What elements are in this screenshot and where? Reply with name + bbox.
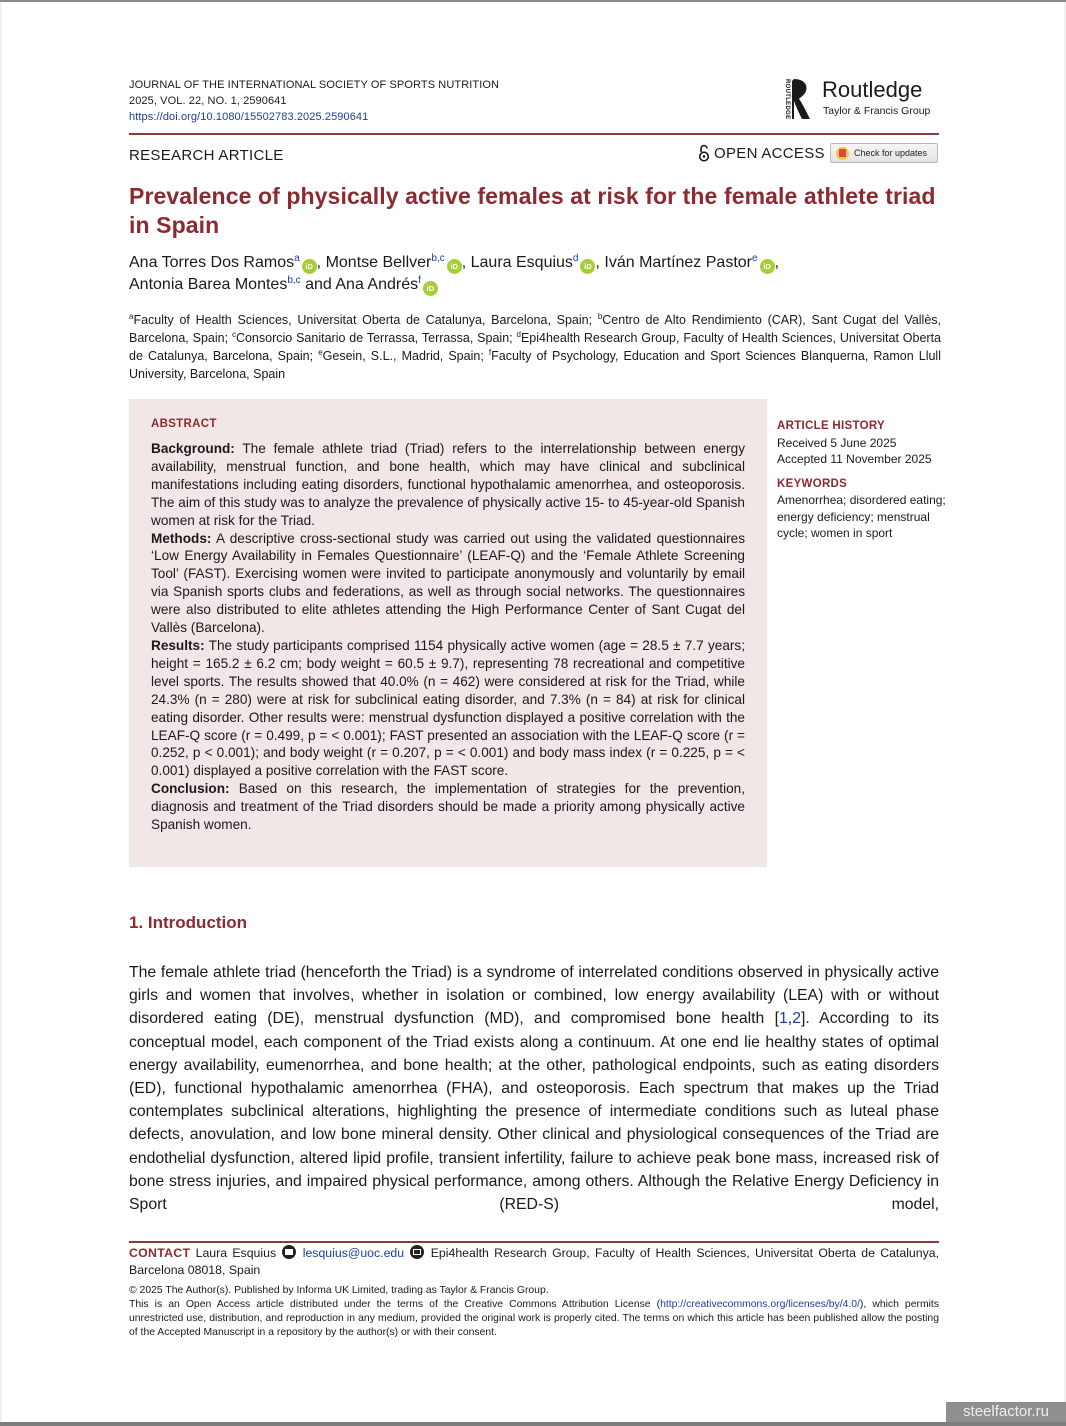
section-heading-introduction: 1. Introduction: [129, 913, 248, 932]
received-date: Received 5 June 2025: [777, 435, 897, 450]
publisher-mark-text: ROUTLEDGE: [784, 79, 790, 120]
article-title: Prevalence of physically active females at risk for the female athlete triad in Spain: [129, 183, 936, 238]
open-access-label: OPEN ACCESS: [714, 144, 825, 162]
article-history-heading: ARTICLE HISTORY: [777, 420, 886, 432]
abstract-conclusion: Conclusion: Based on this research, the implementation of strategies for the prevention, diagnosis and treatment of the Triad disorders should be made a priority among physically active Spanish women.: [151, 781, 745, 833]
contact-info: [129, 1245, 939, 1278]
affiliations: $^a$Faculty of Health Sciences, Universitat Oberta de Catalunya, Barcelona, Spain; $^b$Centro de Alto Rendimiento (CAR), Sant Cugat del Vallès, Barcelona, Spain; $^c$Consorcio Sanitario de Terrassa, Terrassa, Spain; $^d$Epi4health Research Group, Faculty of Health Sciences, Universitat Oberta de Catalunya, Barcelona, Spain; $^e$Gesein, S.L., Madrid, Spain; $^f$Faculty of Psychology, Education and Sport Sciences Blanquerna, Ramon Llull University, Barcelona, Spain: [129, 312, 942, 381]
orcid-icon[interactable]: iD: [760, 259, 775, 274]
abstract-results: Results: The study participants comprised 1154 physically active women (age = 28.5 ± 7.7 years; height = 165.2 ± 6.2 cm; body weight = 60.5 ± 9.7), representing 78 recreational and competitive level sports. The results showed that 40.0% (n = 462) were considered at risk for the Triad, while 24.3% (n = 280) were at risk for subclinical eating disorder, and 7.3% (n = 84) at risk for clinical eating disorder. Other results were: menstrual dysfunction displayed a positive correlation with the LEAF-Q score (r = 0.499, p = < 0.001); FAST presented an association with the LEAF-Q score (r = 0.252, p < 0.001); and body weight (r = 0.207, p = < 0.001) and body mass index (r = 0.225, p = < 0.001) displayed a positive correlation with the FAST score.: [151, 637, 745, 779]
abstract-text: [151, 440, 745, 834]
license-text: This is an Open Access article distributed under the terms of the Creative Commons Attribution License (http://creativecommons.org/licenses/by/4.0/), which permits unrestricted use, distribution, and reproduction in any medium, provided the original work is properly cited. The terms on which this article has been published allow the posting of the Accepted Manuscript in a repository by the author(s) or with their consent.: [129, 1299, 939, 1338]
address-icon: [410, 1245, 424, 1259]
author[interactable]: Antonia Barea Montes$^{b,c}$: [129, 275, 301, 293]
publisher-group: Taylor & Francis Group: [823, 105, 931, 117]
article-history: [777, 418, 947, 468]
journal-info: [129, 77, 499, 125]
author[interactable]: Ana Torres Dos Ramos$^a$: [129, 253, 300, 271]
author[interactable]: Montse Bellver$^{b,c}$: [325, 253, 445, 271]
introduction-paragraph: The female athlete triad (henceforth the Triad) is a syndrome of interrelated conditions observed in physically active girls and women that involves, whether in isolation or combined, low energy availability (LEA) with or without disordered eating (DE), menstrual dysfunction (MD), and compromised bone health [1,2]. According to its conceptual model, each component of the Triad exists along a continuum. At one end lie healthy states of optimal energy availability, eumenorrhea, and bone health; at the other, pathological endpoints, such as eating disorders (ED), functional hypothalamic amenorrhea (FHA), and osteoporosis. Each spectrum that makes up the Triad contemplates subclinical alterations, highlighting the presence of intermediate conditions such as luteal phase defects, anovulation, and low bone mineral density. Other clinical and physiological consequences of the Triad are endothelial dysfunction, altered lipid profile, transient infertility, failure to achieve peak bone mass, increased risk of bone stress injuries, and impaired physical performance, among others. Although the Relative Energy Deficiency in Sport (RED-S) model,: [129, 964, 939, 1214]
abstract-heading: ABSTRACT: [151, 418, 217, 430]
orcid-icon[interactable]: iD: [580, 259, 595, 274]
author[interactable]: Ana Andrés$^f$: [335, 275, 421, 293]
check-for-updates-button[interactable]: [830, 143, 938, 163]
legal-notice: [129, 1284, 939, 1340]
crossmark-icon: [836, 147, 849, 160]
publisher-name: Routledge: [822, 77, 923, 102]
author[interactable]: Iván Martínez Pastor$^e$: [604, 253, 758, 271]
keywords: [777, 476, 947, 542]
reference-link[interactable]: 1: [779, 1010, 788, 1028]
check-updates-label: Check for updates: [854, 148, 928, 158]
orcid-icon[interactable]: iD: [302, 259, 317, 274]
open-access-lock-icon: [698, 144, 710, 162]
email-icon: [282, 1245, 296, 1259]
publisher-logo[interactable]: [782, 77, 942, 123]
contact-name: Laura Esquius: [190, 1246, 282, 1260]
orcid-icon[interactable]: iD: [447, 259, 462, 274]
keywords-heading: KEYWORDS: [777, 477, 848, 490]
accepted-date: Accepted 11 November 2025: [777, 452, 932, 466]
author-list: Ana Torres Dos Ramos$^a$iD , Montse Bellver$^{b,c}$iD , Laura Esquius$^d$iD , Iván Martínez Pastor$^e$iD , Antonia Barea Montes$^{b,c}$ and Ana Andrés$^f$iD: [129, 252, 949, 296]
reference-link[interactable]: 2: [792, 1010, 801, 1028]
volume-info: 2025, VOL. 22, NO. 1, 2590641: [129, 95, 287, 107]
doi-link[interactable]: https://doi.org/10.1080/15502783.2025.2590641: [129, 111, 369, 123]
header-divider: [129, 133, 939, 135]
contact-label: CONTACT: [129, 1246, 191, 1260]
article-sidebar: [777, 418, 947, 550]
keywords-text: Amenorrhea; disordered eating; energy deficiency; menstrual cycle; women in sport: [777, 493, 946, 540]
footer-divider: [129, 1241, 939, 1243]
abstract-background: Background: The female athlete triad (Triad) refers to the interrelationship between energy availability, menstrual function, and bone health, which may have clinical and subclinical manifestations including eating disorders, functional hypothalamic amenorrhea, and osteoporosis. The aim of this study was to analyze the prevalence of physically active 15- to 45-year-old Spanish women at risk for the Triad.: [151, 441, 745, 528]
copyright: © 2025 The Author(s). Published by Informa UK Limited, trading as Taylor & Francis Group.: [129, 1285, 549, 1296]
article-type: RESEARCH ARTICLE: [129, 147, 284, 164]
watermark: steelfactor.ru: [946, 1402, 1066, 1422]
viewer-bottom-border: [0, 1422, 1066, 1426]
open-access-badge: [698, 144, 825, 162]
journal-name: JOURNAL OF THE INTERNATIONAL SOCIETY OF SPORTS NUTRITION: [129, 79, 500, 91]
pdf-page: [2, 2, 1064, 1422]
license-link[interactable]: http://creativecommons.org/licenses/by/4.0/: [660, 1299, 860, 1310]
author[interactable]: Laura Esquius$^d$: [470, 253, 579, 271]
abstract-methods: Methods: A descriptive cross-sectional study was carried out using the validated questionnaires ‘Low Energy Availability in Females Questionnaire’ (LEAF-Q) and the ‘Female Athlete Screening Tool’ (FAST). Exercising women were invited to participate anonymously and voluntarily by email via Spanish sports clubs and federations, as well as through social networks. The questionnaires were also distributed to elite athletes attending the High Performance Center of Sant Cugat del Vallès (Barcelona).: [151, 530, 745, 636]
orcid-icon[interactable]: iD: [423, 281, 438, 296]
contact-address: Epi4health Research Group, Faculty of Health Sciences, Universitat Oberta de Catalunya, Barcelona 08018, Spain: [129, 1246, 940, 1277]
contact-email-link[interactable]: lesquius@uoc.edu: [302, 1246, 405, 1260]
